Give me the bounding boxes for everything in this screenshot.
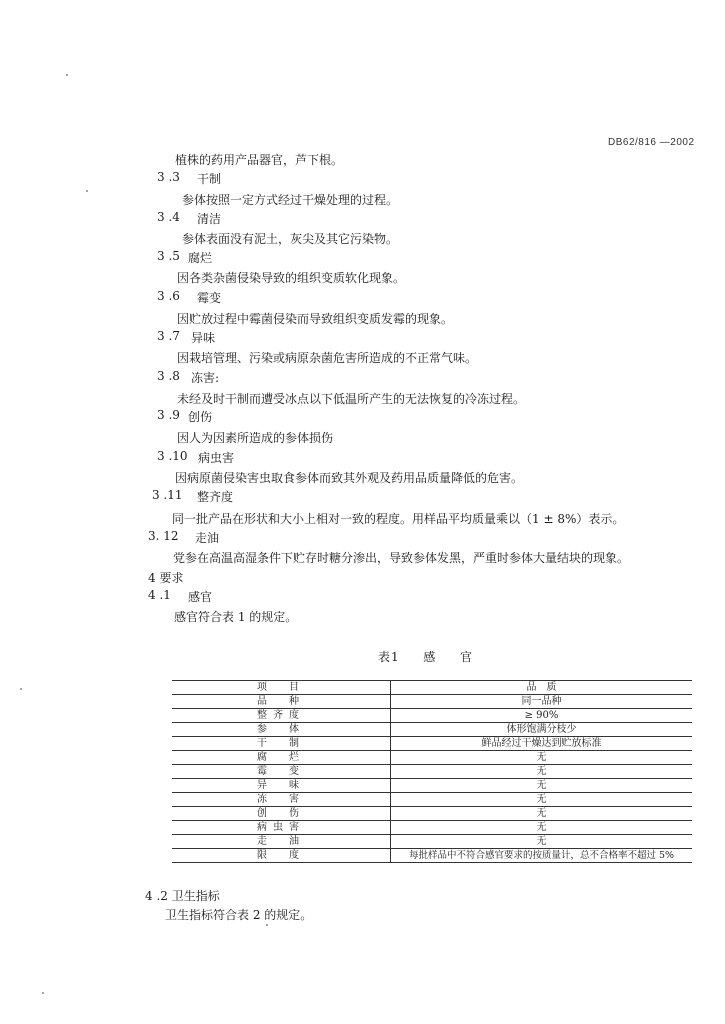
table-cell-quality: 无 <box>391 751 693 765</box>
section-number: 3 .6 <box>157 289 180 303</box>
section-title: 创伤 <box>188 410 213 424</box>
table-row <box>172 695 692 709</box>
scan-speck <box>86 190 88 192</box>
table-cell-quality: 无 <box>391 835 693 849</box>
table-cell-item: 限 度 <box>172 849 391 863</box>
section-body: 因各类杂菌侵染导致的组织变质软化现象。 <box>177 271 406 285</box>
table-cell-quality: 每批样品中不符合感官要求的按质量计，总不合格率不超过 5% <box>391 849 693 863</box>
table-cell-item: 腐 烂 <box>172 751 391 765</box>
standard-code: DB62/816 —2002 <box>608 137 695 148</box>
section-title: 异味 <box>191 331 216 345</box>
section-body: 党参在高温高湿条件下贮存时糖分渗出，导致参体发黑，严重时参体大量结块的现象。 <box>173 551 630 565</box>
section-body: 植株的药用产品器官，芦下根。 <box>175 153 344 167</box>
section-body: 因人为因素所造成的参体损伤 <box>177 431 334 445</box>
table-cell-quality: 无 <box>391 807 693 821</box>
table-title-char: 官 <box>459 650 473 664</box>
table-row <box>172 709 692 723</box>
section-number: 3. 12 <box>148 529 179 543</box>
table-row <box>172 723 692 737</box>
table-cell-item: 走 油 <box>172 835 391 849</box>
table-cell-item: 冻 害 <box>172 793 391 807</box>
table-header-cell: 项 目 <box>172 681 391 695</box>
scan-speck <box>20 688 22 690</box>
section-body: 感官符合表 1 的规定。 <box>174 610 298 624</box>
section-title: 清洁 <box>197 212 222 226</box>
section-number: 3 .10 <box>157 449 188 463</box>
table-cell-item: 异 味 <box>172 779 391 793</box>
section-title: 整齐度 <box>197 490 234 504</box>
table-row <box>172 737 692 751</box>
table-cell-quality: 无 <box>391 821 693 835</box>
section-number: 4 .1 <box>148 588 171 602</box>
section-heading: 4 .2 卫生指标 <box>145 889 220 903</box>
table-title-char: 感 <box>423 650 437 664</box>
section-title: 腐烂 <box>188 251 213 265</box>
table-row <box>172 765 692 779</box>
section-number: 3 .11 <box>152 488 183 502</box>
table-cell-quality: 同一品种 <box>391 695 693 709</box>
section-title: 干制 <box>197 172 222 186</box>
section-body: 因栽培管理、污染或病原杂菌危害所造成的不正常气味。 <box>177 351 478 365</box>
table-cell-item: 品 种 <box>172 695 391 709</box>
section-body: 因贮放过程中霉菌侵染而导致组织变质发霉的现象。 <box>177 312 454 326</box>
section-body: 参体按照一定方式经过干燥处理的过程。 <box>182 193 399 207</box>
table-header-row <box>172 681 692 695</box>
section-number: 3 .9 <box>157 408 180 422</box>
table-row <box>172 835 692 849</box>
table-cell-item: 霉 变 <box>172 765 391 779</box>
table-row <box>172 793 692 807</box>
section-title: 霉变 <box>197 291 222 305</box>
table-cell-quality: 无 <box>391 765 693 779</box>
section-number: 3 .3 <box>157 170 180 184</box>
scan-speck <box>42 992 44 994</box>
table-cell-quality: 鲜品经过干燥达到贮放标准 <box>391 737 693 751</box>
chapter-heading: 4 要求 <box>148 571 184 585</box>
table-cell-quality: ≥ 90% <box>391 709 693 723</box>
table-row <box>172 779 692 793</box>
section-title: 感官 <box>188 590 213 604</box>
table-cell-item: 参 体 <box>172 723 391 737</box>
table-row <box>172 849 692 863</box>
scan-speck <box>266 924 268 926</box>
section-title: 病虫害 <box>198 451 235 465</box>
section-body: 同一批产品在形状和大小上相对一致的程度。用样品平均质量乘以（1 ± 8%）表示。 <box>172 512 625 526</box>
section-body: 因病原菌侵染害虫取食参体而致其外观及药用品质量降低的危害。 <box>175 471 524 485</box>
table-title <box>378 648 473 665</box>
table-cell-quality: 体形饱满分枝少 <box>391 723 693 737</box>
section-title: 走油 <box>195 531 220 545</box>
table-row <box>172 751 692 765</box>
table-cell-item: 病虫害 <box>172 821 391 835</box>
table-cell-quality: 无 <box>391 779 693 793</box>
section-number: 3 .5 <box>157 249 180 263</box>
table-cell-item: 整齐度 <box>172 709 391 723</box>
section-number: 3 .4 <box>157 210 180 224</box>
sensory-table <box>172 680 692 863</box>
section-number: 3 .7 <box>157 329 180 343</box>
table-row <box>172 821 692 835</box>
table-row <box>172 807 692 821</box>
table-cell-item: 创 伤 <box>172 807 391 821</box>
section-body: 参体表面没有泥土，灰尖及其它污染物。 <box>182 232 399 246</box>
table-cell-item: 干 制 <box>172 737 391 751</box>
section-body: 卫生指标符合表 2 的规定。 <box>165 908 313 922</box>
scan-speck <box>66 74 68 76</box>
section-number: 3 .8 <box>157 369 180 383</box>
table-number: 表1 <box>378 650 400 664</box>
section-body: 未经及时干制而遭受冰点以下低温所产生的无法恢复的冷冻过程。 <box>177 392 526 406</box>
section-title: 冻害: <box>191 371 220 385</box>
table-cell-quality: 无 <box>391 793 693 807</box>
table-header-cell: 品 质 <box>391 681 693 695</box>
